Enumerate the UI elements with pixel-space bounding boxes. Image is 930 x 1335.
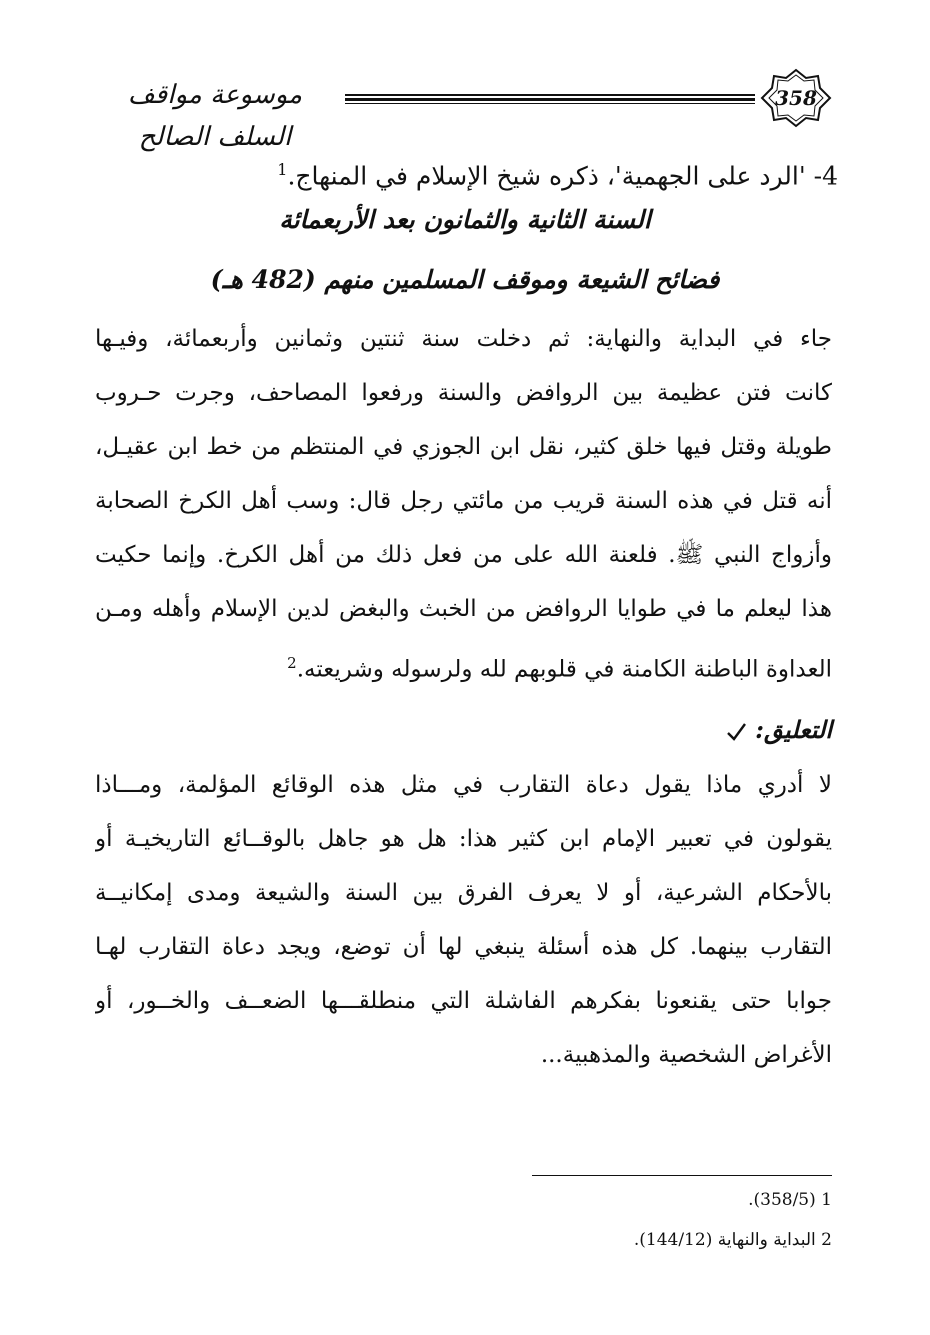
comment-line: يقولون في تعبير الإمام ابن كثير هذا: هل هو جاهل بالوقــائع التاريخيـة أو bbox=[95, 826, 832, 852]
footnote-text: البداية والنهاية (144/12). bbox=[633, 1230, 816, 1250]
checkmark-icon bbox=[725, 721, 747, 743]
footnote-ref-1: 1 bbox=[277, 160, 288, 179]
footnote-number: 1 bbox=[821, 1190, 832, 1210]
book-title: موسوعة مواقف السلف الصالح bbox=[127, 80, 303, 152]
comment-heading-text: التعليق: bbox=[755, 715, 832, 744]
list-item-4 bbox=[138, 148, 838, 192]
paragraph-line: جاء في البداية والنهاية: ثم دخلت سنة ثنتين وثمانين وأربعمائة، وفيـها bbox=[95, 326, 832, 352]
main-paragraph bbox=[95, 312, 832, 690]
comment-heading bbox=[717, 706, 832, 754]
comment-line: جوابا حتى يقنعونا بفكرهم الفاشلة التي منطلقـــها الضعــف والخــور، أو bbox=[95, 988, 832, 1014]
page-number-badge bbox=[760, 68, 832, 128]
comment-line: لا أدري ماذا يقول دعاة التقارب في مثل هذه الوقائع المؤلمة، ومـــاذا bbox=[95, 772, 832, 798]
paragraph-line: أنه قتل في هذه السنة قريب من مائتي رجل قال: وسب أهل الكرخ الصحابة bbox=[95, 488, 832, 514]
header-rule bbox=[345, 94, 755, 104]
comment-line: بالأحكام الشرعية، أو لا يعرف الفرق بين السنة والشيعة ومدى إمكانيــة bbox=[95, 880, 832, 906]
footnote-separator bbox=[532, 1175, 832, 1176]
paragraph-line: وأزواج النبي ﷺ. فلعنة الله على من فعل ذلك من أهل الكرخ. وإنما حكيت bbox=[95, 542, 832, 568]
page-header bbox=[90, 68, 850, 152]
comment-paragraph bbox=[95, 758, 832, 1082]
page-number: 358 bbox=[775, 86, 817, 110]
paragraph-line: هذا ليعلم ما في طوايا الروافض من الخبث والبغض لدين الإسلام وأهله ومـن bbox=[95, 596, 832, 622]
paragraph-line-last bbox=[95, 636, 832, 690]
footnote-2 bbox=[332, 1225, 832, 1255]
year-heading: السنة الثانية والثمانون بعد الأربعمائة bbox=[279, 205, 651, 234]
section-heading: فضائح الشيعة وموقف المسلمين منهم (482 هـ) bbox=[210, 265, 720, 294]
comment-line-last: الأغراض الشخصية والمذهبية... bbox=[540, 1042, 832, 1068]
paragraph-line-text: العداوة الباطنة الكامنة في قلوبهم لله ولرسوله وشريعته. bbox=[296, 656, 832, 683]
list-item-text: 4- 'الرد على الجهمية'، ذكره شيخ الإسلام في المنهاج. bbox=[287, 161, 838, 191]
footnote-text: (358/5). bbox=[748, 1190, 816, 1210]
footnote-1 bbox=[332, 1185, 832, 1215]
comment-line: التقارب بينهما. كل هذه أسئلة ينبغي لها أن توضع، ويجد دعاة التقارب لهـا bbox=[95, 934, 832, 960]
footnote-ref-2: 2 bbox=[287, 654, 297, 672]
paragraph-line: طويلة وقتل فيها خلق كثير، نقل ابن الجوزي في المنتظم من خط ابن عقيـل، bbox=[95, 434, 832, 460]
paragraph-line: كانت فتن عظيمة بين الروافض والسنة ورفعوا المصاحف، وجرت حـروب bbox=[95, 380, 832, 406]
footnote-number: 2 bbox=[821, 1230, 832, 1250]
